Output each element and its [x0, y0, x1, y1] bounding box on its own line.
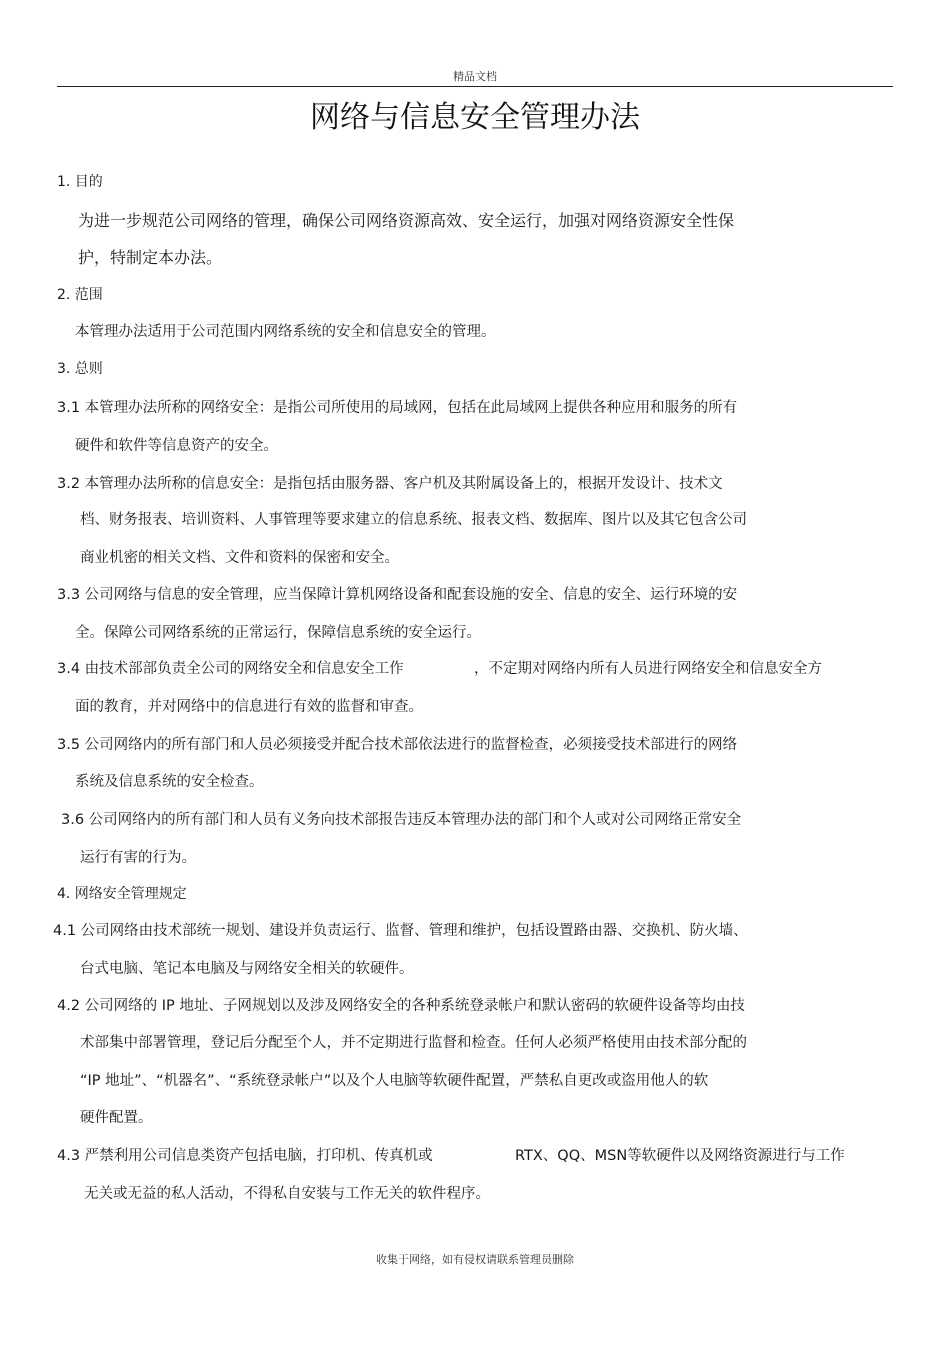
- purpose-line-1: 为进一步规范公司网络的管理，确保公司网络资源高效、安全运行，加强对网络资源安全性保: [78, 211, 735, 230]
- clause-4-2-line-3: “IP 地址”、“机器名”、“系统登录帐户”以及个人电脑等软硬件配置，严禁私自更改或盗用他人的软: [80, 1073, 709, 1089]
- clause-3-1-line-2: 硬件和软件等信息资产的安全。: [75, 438, 278, 454]
- clause-3-2-line-1: 3.2 本管理办法所称的信息安全：是指包括由服务器、客户机及其附属设备上的，根据开发设计、技术文: [57, 476, 723, 492]
- clause-4-3-line-2: 无关或无益的私人活动，不得私自安装与工作无关的软件程序。: [84, 1186, 490, 1202]
- header-rule: [57, 86, 893, 87]
- clause-3-2-line-2: 档、财务报表、培训资料、人事管理等要求建立的信息系统、报表文档、数据库、图片以及其它包含公司: [80, 512, 747, 528]
- clause-3-4-line-1a: 3.4 由技术部部负责全公司的网络安全和信息安全工作: [57, 661, 404, 677]
- clause-3-4-line-1b: ，不定期对网络内所有人员进行网络安全和信息安全方: [474, 661, 822, 677]
- clause-3-4-line-2: 面的教育，并对网络中的信息进行有效的监督和审查。: [75, 699, 423, 715]
- section-heading-scope: 2. 范围: [57, 287, 103, 303]
- clause-3-3-line-1: 3.3 公司网络与信息的安全管理，应当保障计算机网络设备和配套设施的安全、信息的安全、运行环境的安: [57, 587, 738, 603]
- clause-4-1-line-2: 台式电脑、笔记本电脑及与网络安全相关的软硬件。: [80, 961, 414, 977]
- document-title: 网络与信息安全管理办法: [310, 100, 640, 135]
- page-header: 精品文档: [453, 70, 497, 83]
- clause-3-5-line-2: 系统及信息系统的安全检查。: [75, 774, 264, 790]
- clause-3-5-line-1: 3.5 公司网络内的所有部门和人员必须接受并配合技术部依法进行的监督检查，必须接受技术部进行的网络: [57, 737, 738, 753]
- clause-4-3-line-1b: RTX、QQ、MSN等软硬件以及网络资源进行与工作: [515, 1148, 845, 1164]
- section-heading-purpose: 1. 目的: [57, 174, 103, 190]
- clause-3-6-line-1: 3.6 公司网络内的所有部门和人员有义务向技术部报告违反本管理办法的部门和个人或对公司网络正常安全: [61, 812, 742, 828]
- clause-4-2-line-1: 4.2 公司网络的 IP 地址、子网规划以及涉及网络安全的各种系统登录帐户和默认密码的软硬件设备等均由技: [57, 998, 745, 1014]
- clause-4-2-line-2: 术部集中部署管理，登记后分配至个人，并不定期进行监督和检查。任何人必须严格使用由技术部分配的: [80, 1035, 747, 1051]
- purpose-line-2: 护，特制定本办法。: [78, 248, 223, 267]
- clause-3-6-line-2: 运行有害的行为。: [80, 850, 196, 866]
- section-heading-network-rules: 4. 网络安全管理规定: [57, 886, 187, 902]
- section-heading-general: 3. 总则: [57, 361, 103, 377]
- clause-3-3-line-2: 全。保障公司网络系统的正常运行，保障信息系统的安全运行。: [75, 625, 481, 641]
- clause-4-3-line-1a: 4.3 严禁利用公司信息类资产包括电脑，打印机、传真机或: [57, 1148, 433, 1164]
- scope-line-1: 本管理办法适用于公司范围内网络系统的安全和信息安全的管理。: [75, 324, 496, 340]
- clause-3-1-line-1: 3.1 本管理办法所称的网络安全：是指公司所使用的局域网，包括在此局域网上提供各种应用和服务的所有: [57, 400, 738, 416]
- clause-4-2-line-4: 硬件配置。: [80, 1110, 153, 1126]
- clause-3-2-line-3: 商业机密的相关文档、文件和资料的保密和安全。: [80, 550, 399, 566]
- page-footer: 收集于网络，如有侵权请联系管理员删除: [376, 1253, 574, 1266]
- clause-4-1-line-1: 4.1 公司网络由技术部统一规划、建设并负责运行、监督、管理和维护，包括设置路由器、交换机、防火墙、: [53, 923, 748, 939]
